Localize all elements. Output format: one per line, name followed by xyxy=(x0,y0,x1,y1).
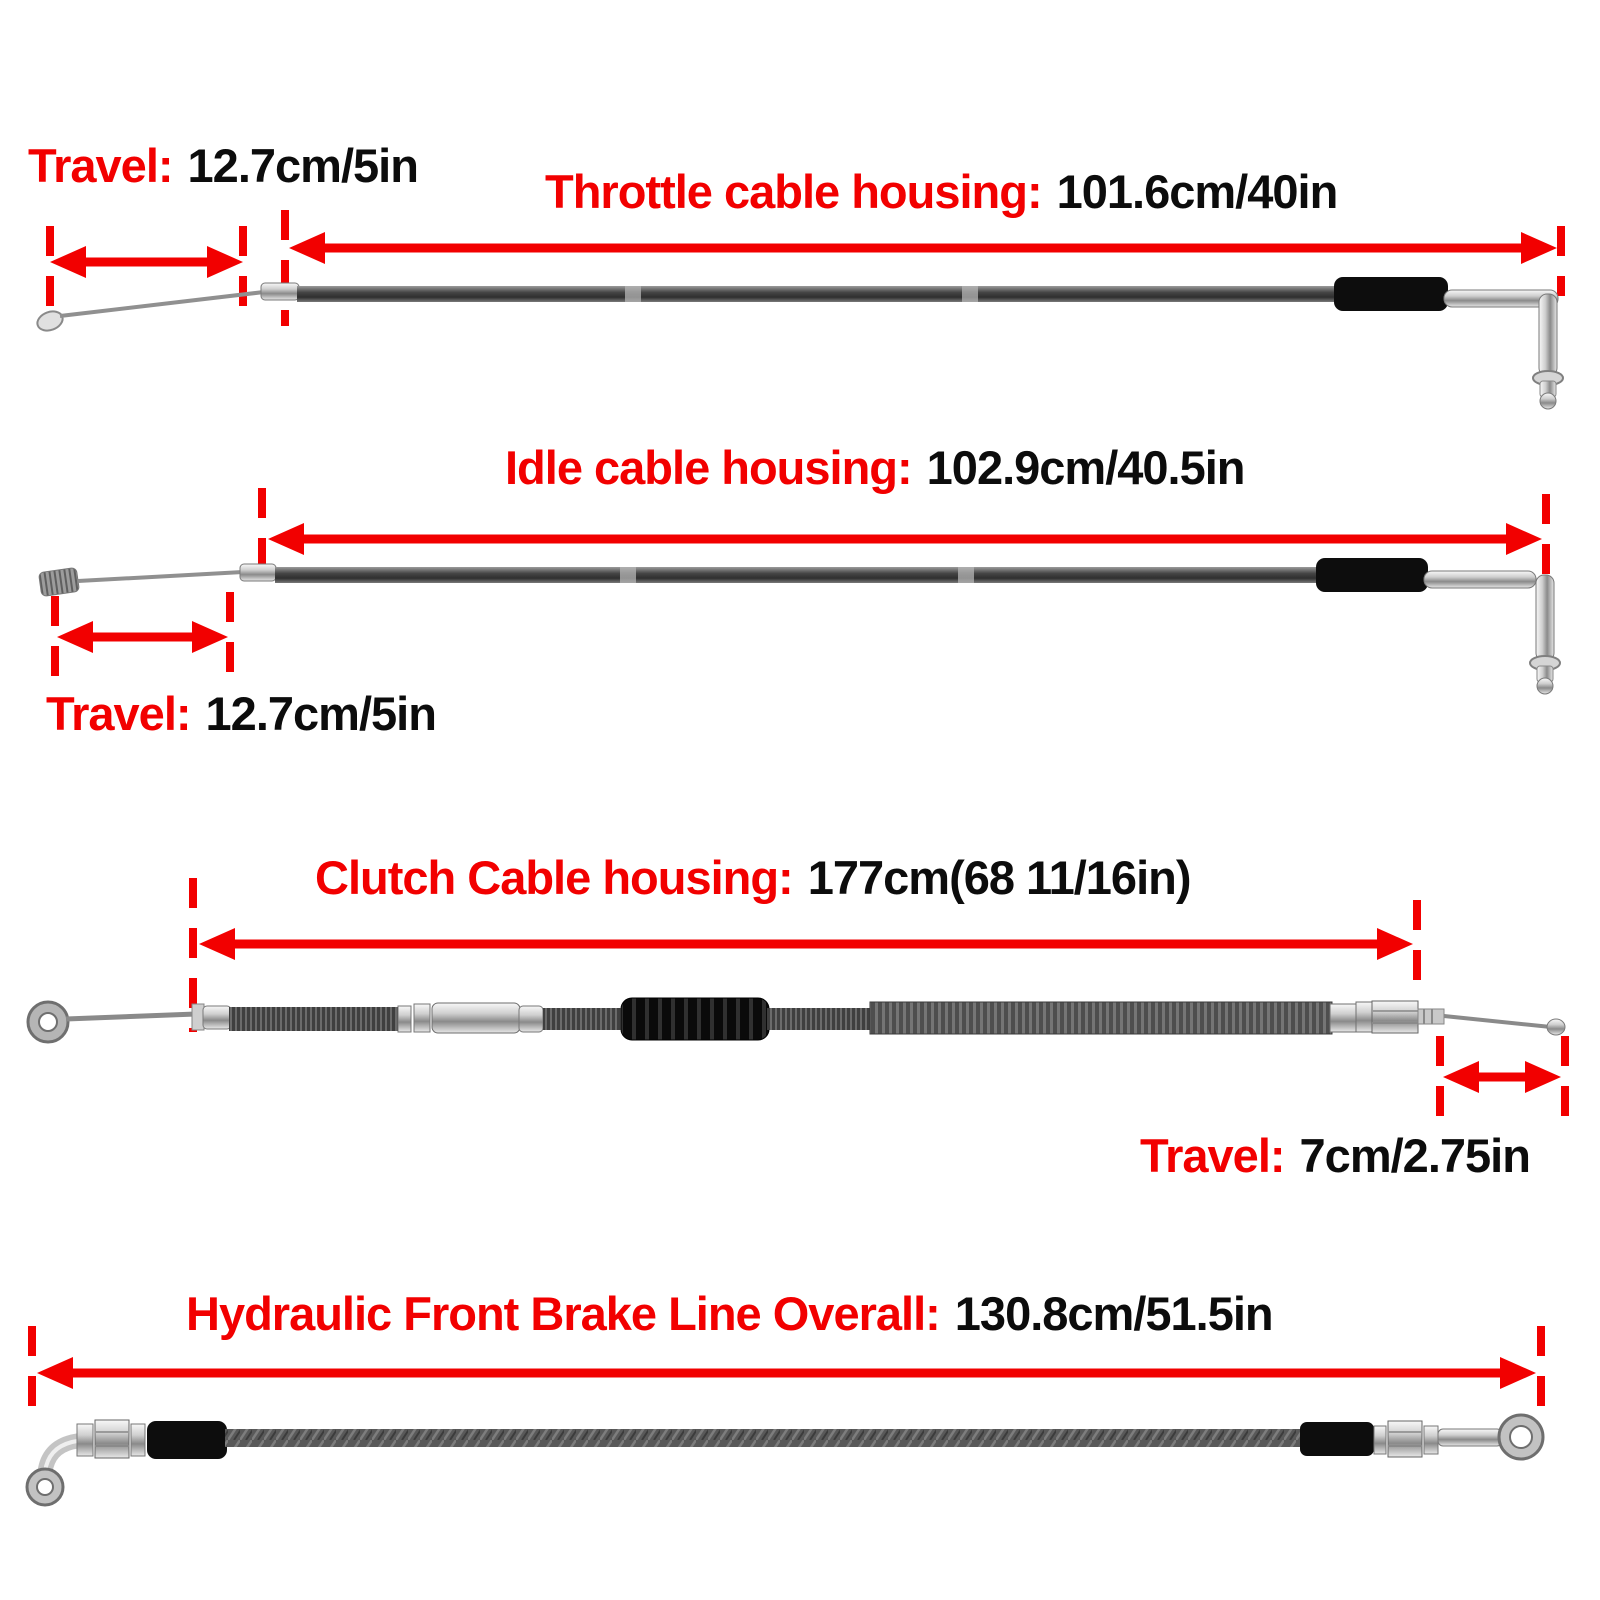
throttle-travel-text xyxy=(28,140,418,192)
clutch-adjuster-barrel xyxy=(432,1003,520,1033)
brake-left-sleeve xyxy=(147,1421,227,1459)
clutch-inner-wire-right xyxy=(1444,1016,1551,1027)
idle-title-label: Idle cable housing: xyxy=(505,441,912,494)
clutch-cable-photo xyxy=(28,998,1565,1042)
idle-inner-wire xyxy=(78,572,243,581)
throttle-housing xyxy=(297,286,1338,302)
idle-rubber-sleeve xyxy=(1316,558,1428,592)
throttle-inner-wire-end xyxy=(35,308,66,334)
clutch-housing-c xyxy=(767,1008,872,1030)
clutch-travel-dimension xyxy=(1440,1036,1565,1120)
clutch-spring-section xyxy=(870,1002,1332,1034)
throttle-cable-photo xyxy=(35,277,1563,409)
throttle-title-value: 101.6cm/40in xyxy=(1056,165,1338,218)
throttle-elbow-vertical xyxy=(1539,294,1557,376)
clutch-accordion-boot xyxy=(621,998,769,1040)
clutch-travel-value: 7cm/2.75in xyxy=(1299,1129,1530,1182)
throttle-inner-wire xyxy=(60,292,264,316)
throttle-ferrule xyxy=(261,283,299,300)
brake-title-label: Hydraulic Front Brake Line Overall: xyxy=(186,1287,940,1340)
clutch-inner-wire-left xyxy=(66,1014,196,1019)
clutch-ferrule xyxy=(203,1006,231,1029)
idle-ferrule xyxy=(240,564,276,581)
idle-travel-dimension xyxy=(55,592,230,684)
brake-right-sleeve xyxy=(1300,1422,1374,1456)
idle-title-value: 102.9cm/40.5in xyxy=(926,441,1245,494)
clutch-wire-ball-end xyxy=(1547,1019,1565,1035)
brake-title-text xyxy=(186,1288,1273,1340)
throttle-rubber-sleeve xyxy=(1334,277,1448,311)
brake-overall-dimension xyxy=(32,1326,1541,1420)
throttle-nipple-tip xyxy=(1540,393,1556,409)
brake-right-tube xyxy=(1438,1429,1502,1446)
idle-housing xyxy=(275,567,1321,583)
clutch-housing-b xyxy=(543,1008,625,1030)
clutch-housing-a xyxy=(229,1007,401,1031)
throttle-travel-value: 12.7cm/5in xyxy=(187,139,418,192)
clutch-title-value: 177cm(68 11/16in) xyxy=(807,851,1191,904)
clutch-title-label: Clutch Cable housing: xyxy=(315,851,793,904)
brake-line-photo xyxy=(27,1415,1543,1505)
idle-nipple-tip xyxy=(1537,678,1553,694)
idle-title-text xyxy=(505,442,1245,494)
idle-elbow-horizontal xyxy=(1424,571,1536,588)
clutch-travel-label: Travel: xyxy=(1140,1129,1285,1182)
brake-title-value: 130.8cm/51.5in xyxy=(954,1287,1273,1340)
idle-cable-photo xyxy=(39,558,1560,694)
idle-travel-label: Travel: xyxy=(46,687,191,740)
clutch-hex-adjuster xyxy=(1372,1001,1418,1033)
clutch-title-text xyxy=(315,852,1191,904)
idle-elbow-vertical xyxy=(1536,575,1554,661)
throttle-title-text xyxy=(545,166,1337,218)
brake-braided-hose xyxy=(225,1429,1303,1447)
idle-travel-text xyxy=(46,688,436,740)
throttle-title-label: Throttle cable housing: xyxy=(545,165,1042,218)
brake-right-hex-fitting xyxy=(1388,1421,1422,1457)
clutch-travel-text xyxy=(1140,1130,1530,1182)
idle-inner-wire-end xyxy=(39,567,80,596)
brake-left-hex-fitting xyxy=(95,1420,129,1458)
idle-travel-value: 12.7cm/5in xyxy=(205,687,436,740)
throttle-travel-label: Travel: xyxy=(28,139,173,192)
